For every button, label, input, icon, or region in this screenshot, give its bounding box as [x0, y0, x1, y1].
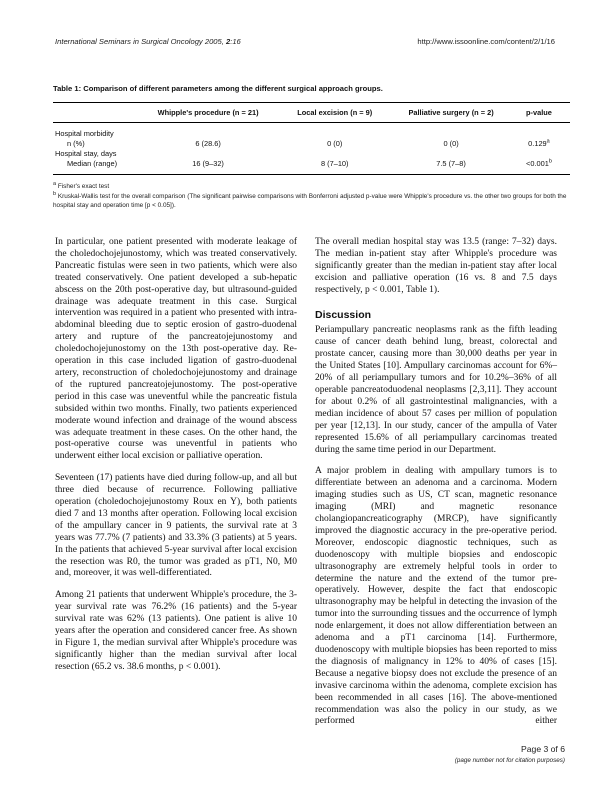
cell-pvalue-stay: <0.001$^b$ — [526, 158, 552, 168]
table1-header-palliative: Palliative surgery (n = 2) — [394, 103, 508, 123]
footnote-b: $^b$ Kruskal-Wallis test for the overall comparison (The significant pairwise comparisons with Bonferroni adjusted p-value were Whipple's procedure vs. the other two groups for both the hospital stay and operation time [p < 0.05]). — [53, 190, 567, 210]
table-row — [53, 149, 570, 159]
table1-header-local: Local excision (n = 9) — [275, 103, 394, 123]
footnote-marker-a: a — [546, 138, 550, 145]
table-row — [53, 139, 570, 149]
page-number: Page 3 of 6 — [521, 744, 565, 754]
paragraph: Among 21 patients that underwent Whipple's procedure, the 3-year survival rate was 76.2% (16 patients) and the 5-year survival rate was 62% (13 patients). One patient is alive 10 years after the operation and considered cancer free. As shown in Figure 1, the median survival after Whipple's procedure was significantly higher than the median survival after local resection (65.2 vs. 38.6 months, p < 0.001). — [55, 590, 297, 672]
running-head — [55, 37, 555, 46]
table1-header-pvalue: p-value — [508, 103, 570, 123]
left-column — [55, 237, 297, 738]
table-row — [53, 123, 570, 139]
table1-header-whipple: Whipple's procedure (n = 21) — [141, 103, 275, 123]
table1-header-row — [53, 103, 570, 123]
cell-pvalue-morbidity: 0.129$^a$ — [528, 138, 550, 148]
paragraph: Seventeen (17) patients have died during follow-up, and all but three died because of recurrence. Following palliative operation (choledochojejunostomy Roux en Y), both patients died 7 and 13 months after operation. Following local excision of the ampullary cancer in 9 patients, the survival rate at 3 years was 77.7% (7 patients) and 33.3% (3 patients) at 5 years. In the patients that achieved 5-year survival after local excision the resection was R0, the tumor was graded as pT1, N0, M0 and, moreover, it was well-differentiated. — [55, 473, 297, 579]
footnote-a: $^a$ Fisher's exact test — [53, 180, 110, 190]
cell-whipple-morbidity: 6 (28.6) — [195, 139, 221, 148]
row-sublabel: n (%) — [67, 139, 85, 148]
row-sublabel: Median (range) — [67, 159, 118, 168]
table1-caption: Table 1: Comparison of different parameters among the different surgical approach groups. — [53, 84, 383, 93]
footnote-marker-b: b — [548, 158, 552, 165]
article-url-link[interactable]: http://www.issoonline.com/content/2/1/16 — [417, 37, 555, 46]
cell-local-morbidity: 0 (0) — [327, 139, 343, 148]
right-column — [315, 237, 557, 738]
journal-issue: :16 — [230, 37, 241, 46]
paragraph: The overall median hospital stay was 13.5 (range: 7–32) days. The median in-patient stay after Whipple's procedure was significantly greater than the median in-patient stay after local excision and palliative operation (16 vs. 8 and 7.5 days respectively, p < 0.001, Table 1). — [315, 237, 557, 295]
table1-footnotes — [53, 182, 570, 211]
journal-volume: 2 — [225, 37, 231, 46]
journal-title-text: International Seminars in Surgical Oncology 2005, — [55, 37, 226, 46]
cell-palliative-morbidity: 0 (0) — [443, 139, 459, 148]
table1 — [53, 102, 570, 175]
row-group-label: Hospital morbidity — [55, 129, 114, 138]
page-footer — [455, 744, 565, 764]
cell-palliative-stay: 7.5 (7–8) — [436, 159, 466, 168]
section-heading-discussion: Discussion — [315, 308, 372, 321]
cell-whipple-stay: 16 (9–32) — [192, 159, 224, 168]
table-row — [53, 159, 570, 175]
citation-note: (page number not for citation purposes) — [454, 757, 565, 764]
table1-header-blank — [53, 103, 141, 123]
paragraph: A major problem in dealing with ampullary tumors is to differentiate between an adenoma and a carcinoma. Modern imaging studies such as US, CT scan, magnetic resonance imaging (MRI) and magnetic resonance cholangiopancreaticography (MRCP), have significantly improved the diagnostic accuracy in the pre-operative period. Moreover, endoscopic diagnostic techniques, such as duodenoscopy with multiple biopsies and endoscopic ultrasonography are extremely helpful tools in order to determine the nature and the extend of the tumor pre-operatively. However, despite the fact that endoscopic ultrasonography may be helpful in detecting the invasion of the tumor into the surrounding tissues and the occurrence of lymph node enlargement, it does not allow differentiation between an adenoma and a pT1 carcinoma [14]. Furthermore, duodenoscopy with multiple biopsies has been reported to miss the diagnosis of malignancy in 12% to 40% of cases [15]. Because a negative biopsy does not exclude the presence of an invasive carcinoma within the adenoma, complete excision has been recommended in all cases [16]. The above-mentioned recommendation was also the policy in our study, as we performed either — [315, 466, 557, 727]
table1-block — [53, 84, 570, 211]
row-group-label: Hospital stay, days — [55, 149, 117, 158]
paragraph: In particular, one patient presented with moderate leakage of the choledochojejunostomy, which was treated conservatively. Pancreatic fistulas were seen in two patients, which were also treated conservatively. One patient developed a sub-hepatic abscess on the 20th post-operative day, but ultrasound-guided drainage was adequate treatment in this case. Surgical intervention was required in a patient who presented with intra-abdominal bleeding due to septic erosion of gastro-duodenal artery and rupture of the pancreatojejunostomy and choledochojejunostomy on the 13th post-operative day. Re-operation in this case included ligation of gastro-duodenal artery, reconstruction of choledochojejunostomy and drainage of the ruptured pancreatojejunostomy. The post-operative period in this case was uneventful while the pancreatic fistula subsided within two months. Finally, two patients experienced moderate wound infection and drainage of the wound abscess was adequate treatment in these cases. On the other hand, the post-operative course was uneventful in patients who underwent either local excision or palliative operation. — [55, 237, 297, 462]
article-body — [55, 237, 557, 738]
cell-local-stay: 8 (7–10) — [320, 159, 349, 168]
paragraph: Periampullary pancreatic neoplasms rank as the fifth leading cause of cancer death behind lung, breast, colorectal and prostate cancer, causing more than 30,000 deaths per year in the United States [10]. Ampullary carcinomas account for 6%–20% of all periampullary tumors and for 10.2%–36% of all operable pancreatoduodenal neoplasms [2,3,11]. They account for about 0.2% of all gastrointestinal malignancies, with a median incidence of about 57 cases per million of population per year [12,13]. In our study, cancer of the ampulla of Vater represented 15.6% of all periampullary carcinomas treated during the same time period in our Department. — [315, 325, 557, 455]
journal-citation — [55, 37, 241, 46]
